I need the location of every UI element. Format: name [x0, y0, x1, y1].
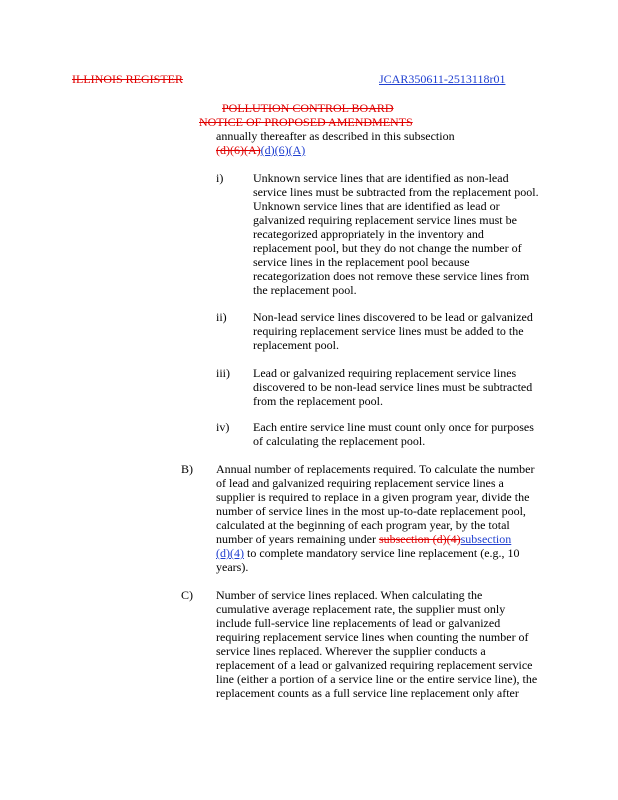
section-b-body: Annual number of replacements required. To calculate the number of lead and galvanized requiring replacement service lines a supplier is required to replace in a given program year, divide the number of service lines in the most up-to-date replacement pool, calculated at the beginning of each program year, by the total number of years remaining under [216, 462, 535, 546]
old-subsection-ref: (d)(6)(A) [216, 143, 261, 157]
item-text-i: Unknown service lines that are identified as non-lead service lines must be subtracted from the replacement pool. Unknown service lines that are identified as lead or galvanized requiring replacement service lines must be recategorized appropriately in the inventory and replacement pool, but they do not change the number of service lines in the replacement pool because recategorization does not remove these service lines from the replacement pool. [253, 171, 539, 297]
board-name: POLLUTION CONTROL BOARD [222, 101, 394, 115]
intro-line: annually thereafter as described in this subsection [216, 129, 455, 143]
new-subsection-ref: (d)(6)(A) [260, 143, 306, 157]
item-text-ii: Non-lead service lines discovered to be lead or galvanized requiring replacement service lines must be added to the replacement pool. [253, 310, 533, 352]
register-header: ILLINOIS REGISTER [72, 72, 183, 86]
notice-title: NOTICE OF PROPOSED AMENDMENTS [199, 115, 413, 129]
item-label-iii: iii) [216, 366, 230, 380]
item-text-iv: Each entire service line must count only once for purposes of calculating the replacement pool. [253, 420, 534, 448]
item-label-ii: ii) [216, 310, 227, 324]
section-label-c: C) [181, 588, 193, 602]
section-text-c: Number of service lines replaced. When calculating the cumulative average replacement rate, the supplier must only include full-service line replacements of lead or galvanized requiring replacement service lines when counting the number of service lines replaced. Wherever the supplier conducts a replacement of a lead or galvanized requiring replacement service line (either a portion of a service line or the entire service line), the replacement counts as a full service line replacement only after [216, 588, 538, 700]
item-text-iii: Lead or galvanized requiring replacement service lines discovered to be non-lead service lines must be subtracted from the replacement pool. [253, 366, 533, 408]
section-b-new-ref: subsection [460, 532, 512, 546]
intro-refs [216, 143, 305, 157]
section-b-tail: to complete mandatory service line replacement (e.g., 10 years). [216, 546, 520, 574]
item-label-i: i) [216, 171, 224, 185]
section-text-b [216, 462, 534, 574]
jcar-code: JCAR350611-2513118r01 [379, 72, 506, 86]
section-label-b: B) [181, 462, 193, 476]
section-b-old-ref: subsection (d)(4) [378, 532, 461, 546]
section-b-new-ref-2: (d)(4) [216, 546, 244, 560]
item-label-iv: iv) [216, 420, 230, 434]
